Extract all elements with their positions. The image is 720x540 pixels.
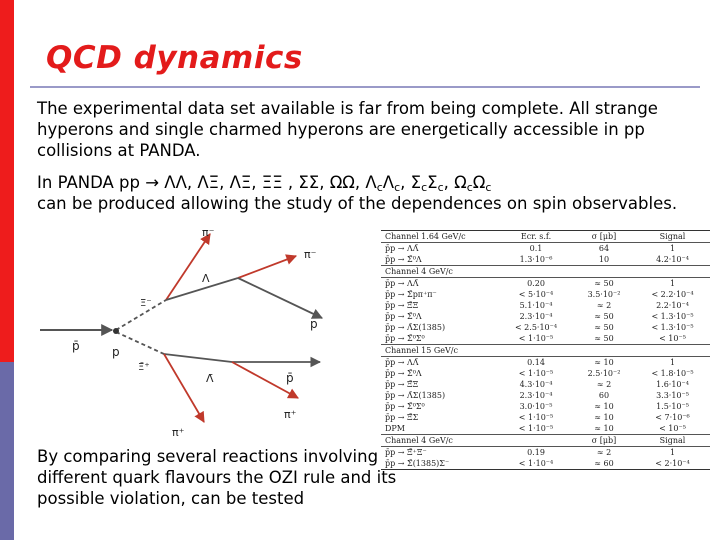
table-cell: ≈ 2 — [596, 380, 612, 389]
table-cell: p̄p → Σ̄⁰Λ — [385, 369, 422, 378]
table-row — [381, 423, 710, 435]
table-cell: ≈ 50 — [594, 279, 614, 288]
table-cell: 2.3·10⁻⁴ — [519, 312, 553, 321]
table-cell: 1.5·10⁻⁵ — [656, 402, 689, 411]
table-header-cell: Channel 1.64 GeV/c — [385, 232, 466, 241]
track-pi-minus-2 — [238, 256, 296, 278]
table-cell: p̄p → Λ̄Σ(1385) — [385, 323, 446, 332]
table-cell: 64 — [598, 244, 610, 253]
table-header-cell: σ [μb] — [591, 436, 617, 445]
cross-section-table — [381, 230, 710, 470]
table-row — [381, 333, 710, 345]
slide-title: QCD dynamics — [46, 40, 303, 76]
table-row — [381, 278, 710, 289]
table-header-cell: Channel 4 GeV/c — [385, 267, 453, 276]
table-row — [381, 311, 710, 322]
table-cell: 60 — [598, 391, 610, 400]
table-cell: p̄p → ΛΛ̄ — [385, 279, 419, 288]
table-cell: p̄p → Ξ̄⁺Ξ⁻ — [385, 448, 427, 457]
table-cell: < 1·10⁻⁵ — [518, 334, 554, 343]
table-cell: < 10⁻⁵ — [659, 334, 686, 343]
table-cell: 1.6·10⁻⁴ — [656, 380, 689, 389]
paragraph-data-set: The experimental data set available is far from being complete. All strange hyperons and single charmed hyperons are energetically accessible in pp collisions at PANDA. — [37, 99, 658, 160]
table-cell: 0.1 — [529, 244, 543, 253]
table-cell: 0.14 — [527, 358, 545, 367]
table-row — [381, 289, 710, 300]
table-cell: 1.3·10⁻⁶ — [519, 255, 553, 264]
table-cell: 2.3·10⁻⁴ — [519, 391, 553, 400]
table-cell: p̄p → ΛΛ̄ — [385, 358, 419, 367]
table-row — [381, 357, 710, 368]
table-cell: ≈ 10 — [594, 413, 614, 422]
table-cell: 2.5·10⁻² — [587, 369, 621, 378]
table-cell: p̄p → Σ̄pπ⁺π⁻ — [385, 290, 437, 299]
label-pi-plus-2: π⁺ — [172, 426, 185, 439]
table-cell: < 7·10⁻⁶ — [655, 413, 690, 422]
label-pi-minus-2: π⁻ — [304, 248, 317, 261]
table-cell: < 1.3·10⁻⁵ — [651, 312, 694, 321]
table-cell: ≈ 50 — [594, 312, 614, 321]
table-header-cell: Ecr. s.f. — [520, 232, 552, 241]
table-cell: 4.3·10⁻⁴ — [519, 380, 553, 389]
label-pbar-out: p̄ — [286, 371, 294, 385]
label-lambda-bar: Λ̄ — [206, 372, 214, 385]
accent-bar-blue — [0, 362, 14, 540]
table-row — [381, 447, 710, 458]
label-xi-minus: Ξ⁻ — [140, 298, 152, 309]
table-cell: < 1.3·10⁻⁵ — [651, 323, 694, 332]
table-cell: < 2.5·10⁻⁴ — [514, 323, 558, 332]
table-header-cell: Signal — [659, 232, 686, 241]
table-cell: p̄p → Σ̄⁰Σ⁰ — [385, 402, 425, 411]
table-cell: 1 — [669, 448, 676, 457]
table-cell: ≈ 10 — [594, 424, 614, 433]
table-cell: 0.19 — [527, 448, 545, 457]
table-row — [381, 390, 710, 401]
table-cell: 1 — [669, 279, 676, 288]
table-row — [381, 379, 710, 390]
track-pi-minus-1 — [166, 234, 210, 300]
table-row — [381, 401, 710, 412]
table-cell: 1 — [669, 244, 676, 253]
table-cell: ≈ 2 — [596, 448, 612, 457]
table-cell: < 1·10⁻⁵ — [518, 424, 554, 433]
table-row — [381, 243, 710, 254]
table-cell: 3.0·10⁻⁵ — [519, 402, 553, 411]
table-row — [381, 412, 710, 423]
table-cell: ≈ 10 — [594, 402, 614, 411]
table-cell: p̄p → Σ̄(1385)Σ⁻ — [385, 459, 450, 468]
table-cell: < 2.2·10⁻⁴ — [651, 290, 694, 299]
reactions-lead: In PANDA pp → ΛΛ, ΛΞ, ΛΞ, ΞΞ , ΣΣ, ΩΩ, Λ — [37, 173, 377, 192]
table-cell: 3.5·10⁻² — [587, 290, 621, 299]
table-section-header — [381, 345, 710, 357]
table-cell: ≈ 50 — [594, 334, 614, 343]
table-cell: < 5·10⁻⁴ — [518, 290, 554, 299]
label-lambda: Λ — [202, 272, 210, 285]
table-row — [381, 254, 710, 266]
title-divider — [30, 86, 700, 88]
track-xi-bar-plus — [116, 332, 164, 354]
table-cell: ≈ 60 — [594, 459, 614, 468]
table-cell: 5.1·10⁻⁴ — [519, 301, 553, 310]
table-cell: 0.20 — [527, 279, 545, 288]
table-row — [381, 458, 710, 470]
accent-bar-red — [0, 0, 14, 362]
paragraph-ozi-rule: By comparing several reactions involving different quark flavours the OZI rule and its possible violation, can be tested — [37, 447, 397, 508]
table-section-header — [381, 231, 710, 243]
table-header-cell: Channel 15 GeV/c — [385, 346, 458, 355]
label-p: p — [310, 317, 318, 331]
label-xi-bar-plus: Ξ̄⁺ — [138, 362, 150, 373]
table-cell: ≈ 10 — [594, 358, 614, 367]
label-pi-plus-1: π⁺ — [284, 408, 297, 421]
table-cell: p̄p → Σ̄⁰Σ⁰ — [385, 334, 425, 343]
table-cell: < 1.8·10⁻⁵ — [651, 369, 694, 378]
table-row — [381, 368, 710, 379]
interaction-vertex — [113, 328, 119, 334]
table-cell: p̄p → Σ̄⁰Λ — [385, 312, 422, 321]
table-cell: 3.3·10⁻⁵ — [656, 391, 689, 400]
table-cell: DPM — [385, 424, 405, 433]
table-cell: p̄p → Ξ̄Ξ — [385, 380, 419, 389]
table-cell: p̄p → Ξ̄Σ — [385, 413, 419, 422]
table-section-header — [381, 266, 710, 278]
label-pbar-in: p̄ — [72, 339, 80, 353]
table-cell: < 2·10⁻⁴ — [655, 459, 690, 468]
track-lambda-bar — [164, 354, 232, 362]
table-cell: p̄p → Σ̄⁰Λ — [385, 255, 422, 264]
table-cell: 1 — [669, 358, 676, 367]
table-cell: p̄p → ΛΛ̄ — [385, 244, 419, 253]
table-cell: p̄p → Ξ̄Ξ — [385, 301, 419, 310]
table-header-cell: Channel 4 GeV/c — [385, 436, 453, 445]
table-cell: < 1·10⁻⁴ — [518, 459, 554, 468]
table-row — [381, 300, 710, 311]
table-cell: p̄p → Λ̄Σ(1385) — [385, 391, 446, 400]
table-cell: 2.2·10⁻⁴ — [656, 301, 689, 310]
table-cell: < 1·10⁻⁵ — [518, 369, 554, 378]
table-cell: < 1·10⁻⁵ — [518, 413, 554, 422]
table-row — [381, 322, 710, 333]
track-p — [238, 278, 322, 318]
table-cell: < 10⁻⁵ — [659, 424, 686, 433]
table-header-cell: Signal — [659, 436, 686, 445]
label-p-below: p — [112, 345, 120, 359]
paragraph-panda-reactions: In PANDA pp → ΛΛ, ΛΞ, ΛΞ, ΞΞ , ΣΣ, ΩΩ, $\Lambda_c\Lambda_c$, $\Sigma_c\Sigma_c$, $\Omega_c\Omega_c$ can be produced allowing the study of the dependences on spin observables. — [37, 173, 678, 213]
table-cell: ≈ 2 — [596, 301, 612, 310]
table-cell: 10 — [598, 255, 610, 264]
table-cell: 4.2·10⁻⁴ — [656, 255, 689, 264]
label-pi-minus-1: π⁻ — [202, 226, 215, 239]
reactions-tail: can be produced allowing the study of the dependences on spin observables. — [37, 194, 678, 213]
table-section-header — [381, 435, 710, 447]
track-pi-plus-2 — [164, 354, 204, 422]
table-header-cell: σ [μb] — [591, 232, 617, 241]
table-cell: ≈ 50 — [594, 323, 614, 332]
decay-diagram — [40, 222, 336, 444]
